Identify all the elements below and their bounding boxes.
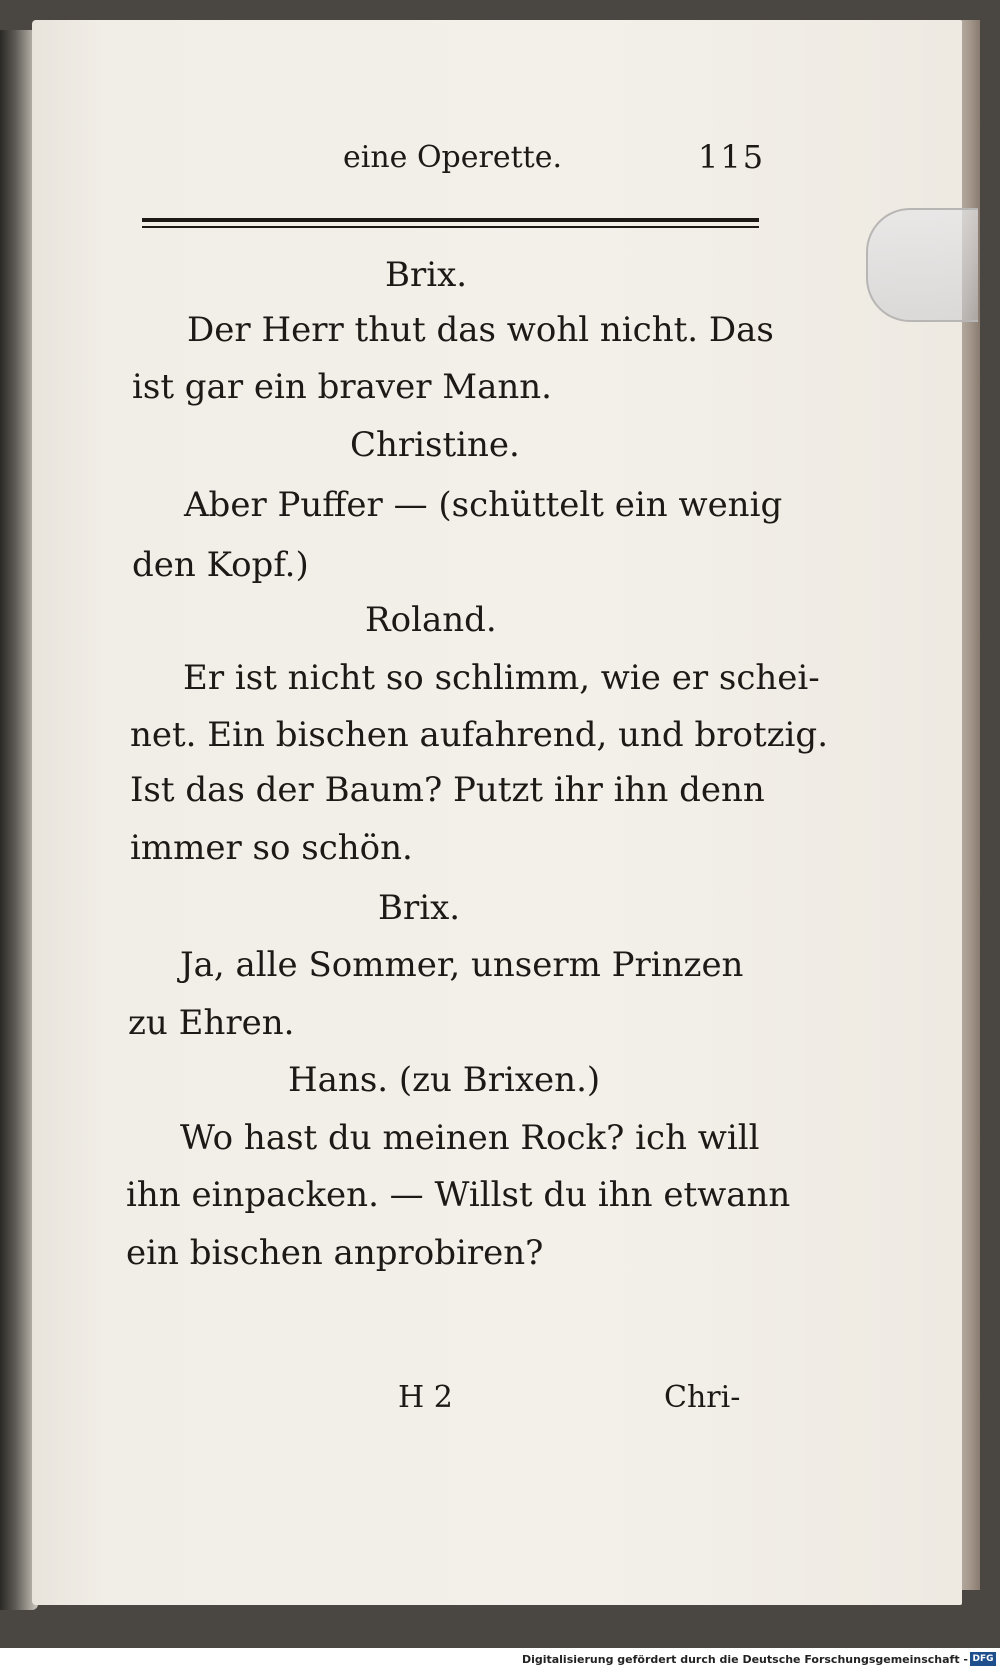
speaker-brix: Brix. [385, 255, 468, 295]
signature-mark: H 2 [398, 1380, 453, 1415]
speaker-christine: Christine. [350, 425, 520, 465]
text-line: immer so schön. [130, 828, 413, 868]
dfg-logo-icon: DFG [970, 1652, 996, 1666]
catchword: Chri- [664, 1380, 741, 1415]
text-line: ist gar ein braver Mann. [132, 367, 552, 407]
speaker-roland: Roland. [365, 600, 497, 640]
speaker-hans: Hans. (zu Brixen.) [288, 1060, 601, 1100]
running-title: eine Operette. [343, 140, 563, 175]
book-page [32, 20, 962, 1605]
text-line: zu Ehren. [128, 1003, 295, 1043]
text-line: ihn einpacken. — Willst du ihn etwann [126, 1175, 791, 1215]
text-line: Ist das der Baum? Putzt ihr ihn denn [130, 770, 765, 810]
text-line: Wo hast du meinen Rock? ich will [180, 1118, 760, 1158]
speaker-brix: Brix. [378, 888, 461, 928]
text-line: net. Ein bischen aufahrend, und brotzig. [130, 715, 828, 755]
text-line: Aber Puffer — (schüttelt ein wenig [184, 485, 783, 525]
text-line: Ja, alle Sommer, unserm Prinzen [180, 945, 744, 985]
page-clip [866, 208, 978, 322]
text-line: Der Herr thut das wohl nicht. Das [187, 310, 774, 350]
header-rule-thin [142, 226, 759, 228]
page-number: 115 [698, 138, 766, 176]
header-rule [142, 218, 759, 222]
text-line: den Kopf.) [132, 545, 309, 585]
attribution-text: Digitalisierung gefördert durch die Deutsche Forschungsgemeinschaft - [521, 1653, 968, 1666]
text-line: Er ist nicht so schlimm, wie er schei- [183, 658, 820, 698]
attribution-bar [0, 1648, 1000, 1672]
text-line: ein bischen anprobiren? [126, 1233, 544, 1273]
